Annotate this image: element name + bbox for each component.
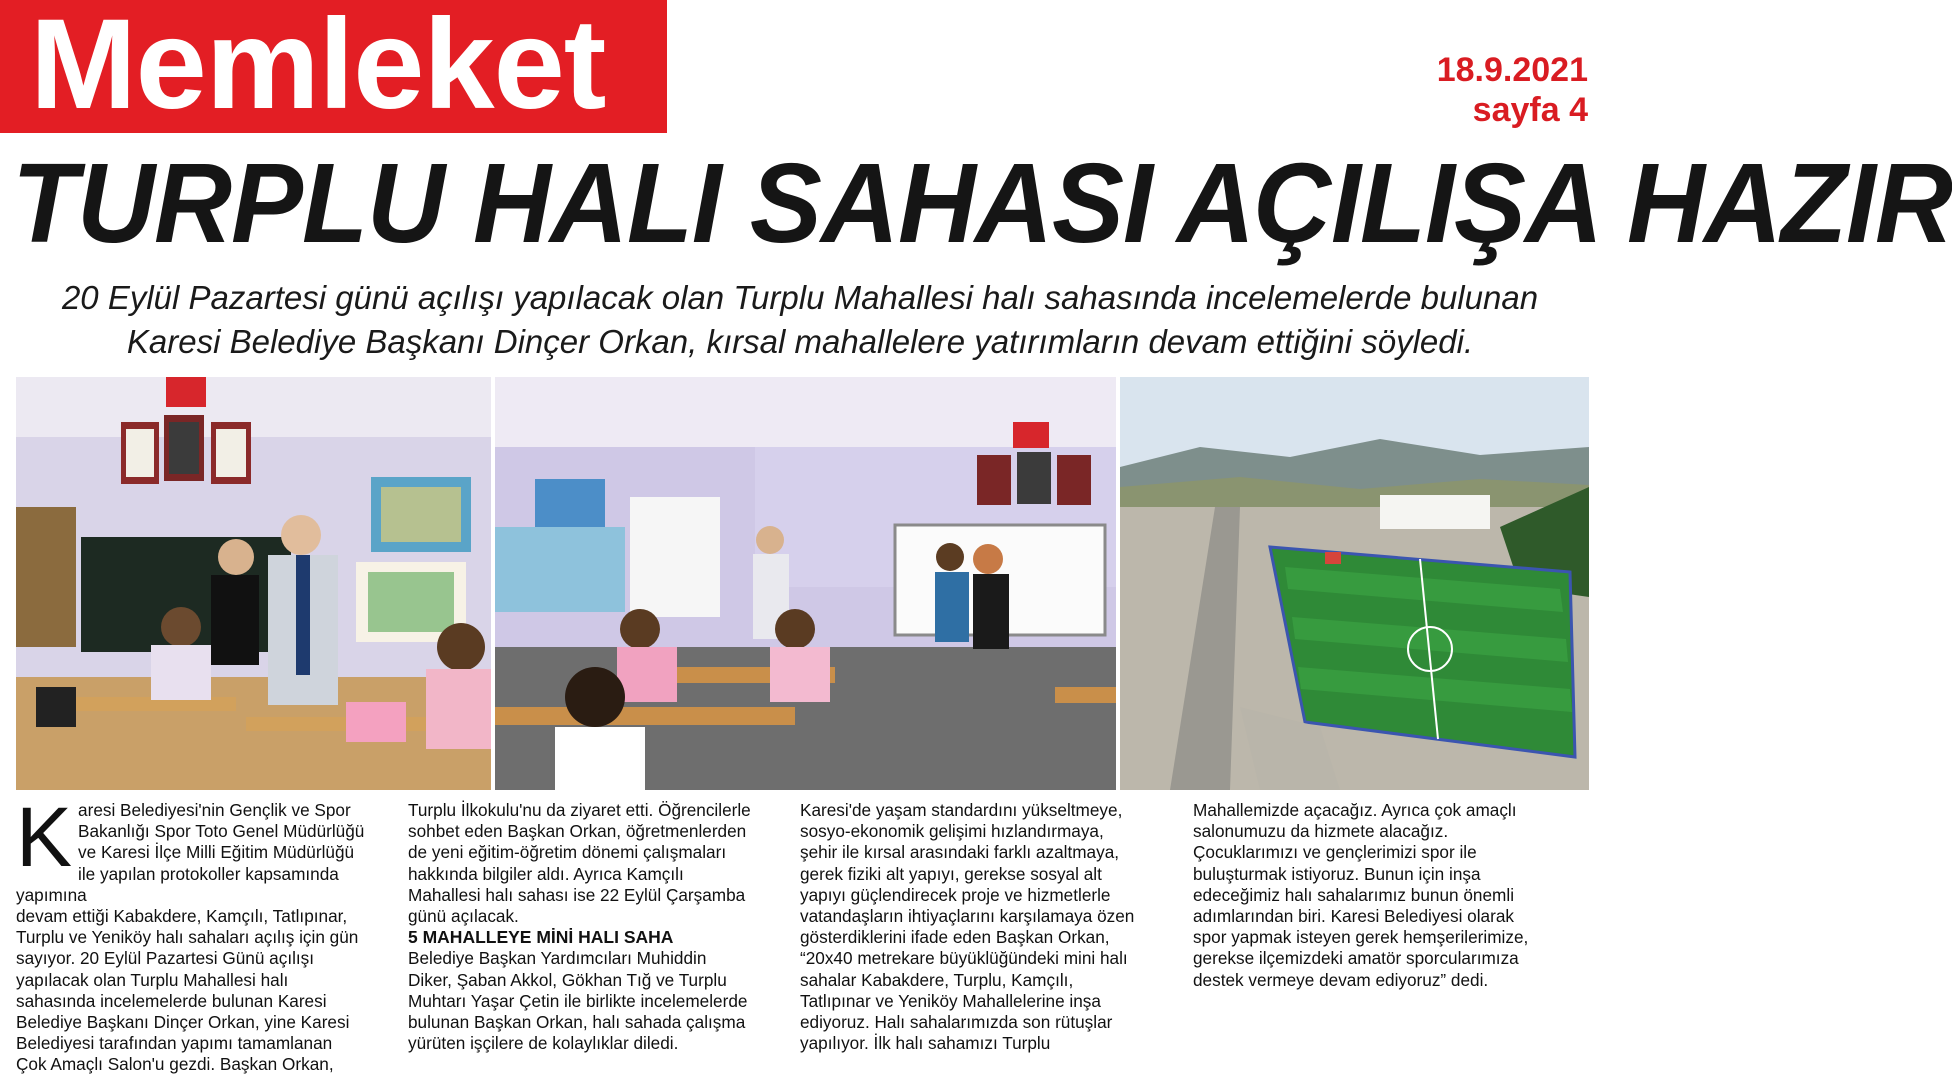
classroom-photo-1 [16,377,491,790]
subhead-line-1: 20 Eylül Pazartesi günü açılışı yapılacak olan Turplu Mahallesi halı sahasında incelemelerde bulunan [61,279,1539,316]
text-line: “20x40 metrekare büyüklüğündeki mini halı [800,948,1128,969]
column-1-text [16,790,392,1076]
text-line: gerek fiziki alt yapıyı, gerekse sosyal alt [800,863,1102,884]
masthead-logo [0,0,667,136]
text-line: yapılıyor. İlk halı sahamızı Turplu [800,1033,1051,1054]
text-line: yapıyı güçlendirecek proje ve hizmetlerle [800,884,1111,905]
text-line: Çok Amaçlı Salon'u gezdi. Başkan Orkan, [16,1054,334,1075]
headline: TURPLU HALI SAHASI AÇILIŞA HAZIR [12,139,1952,267]
article-column-2 [408,800,788,1054]
section-heading: 5 MAHALLEYE MİNİ HALI SAHA [408,927,674,948]
masthead-title: Memleket [30,0,606,136]
column-3-text [800,800,1180,1054]
text-line: bulunan Başkan Orkan, halı sahada çalışma [408,1012,746,1033]
text-line: yürüten işçilere de kolaylıklar diledi. [408,1033,679,1054]
text-line: sohbet eden Başkan Orkan, öğretmenlerden [408,821,747,842]
column-2-text-a [408,800,788,927]
text-line: salonumuzu da hizmete alacağız. [1193,821,1449,842]
text-line: vatandaşların ihtiyaçlarını karşılamaya özen [800,906,1135,927]
text-line: günü açılacak. [408,906,519,927]
classroom-photo-2 [495,377,1116,790]
text-line: gösterdiklerini ifade eden Başkan Orkan, [800,927,1110,948]
subheadline [14,276,1586,364]
text-line: edeceğimiz halı sahalarımız bunun önemli [1193,884,1515,905]
article-column-3 [800,800,1180,1054]
text-line: Bakanlığı Spor Toto Genel Müdürlüğü [78,821,365,842]
text-line: Muhtarı Yaşar Çetin ile birlikte incelemelerde [408,990,748,1011]
text-line: Belediye Başkanı Dinçer Orkan, yine Karesi [16,1012,350,1033]
column-2-text-b [408,948,788,1054]
issue-date: 18.9.2021 [1436,51,1588,89]
text-line: Turplu İlkokulu'nu da ziyaret etti. Öğrencilerle [408,800,751,820]
text-line: Belediye Başkan Yardımcıları Muhiddin [408,948,707,969]
text-line: sayıyor. 20 Eylül Pazartesi Günü açılışı [16,948,315,969]
text-line: de yeni eğitim-öğretim dönemi çalışmaları [408,842,727,863]
dateline [1437,50,1588,130]
text-line: Çocuklarımızı ve gençlerimizi spor ile [1193,842,1477,863]
article-column-1 [16,790,392,1076]
text-line: ile yapılan protokoller kapsamında yapımına [16,863,339,905]
text-line: ediyoruz. Halı sahalarımızda son rütuşlar [800,1012,1113,1033]
text-line: hakkında bilgiler aldı. Ayrıca Kamçılı [408,863,684,884]
article-column-4 [1193,800,1573,991]
text-line: Karesi'de yaşam standardını yükseltmeye, [800,800,1123,820]
text-line: devam ettiği Kabakdere, Kamçılı, Tatlıpınar, [16,906,348,927]
text-line: yapılacak olan Turplu Mahallesi halı [16,969,289,990]
text-line: destek vermeye devam ediyoruz” dedi. [1193,969,1489,990]
text-line: adımlarından biri. Karesi Belediyesi olarak [1193,906,1514,927]
text-line: Turplu ve Yeniköy halı sahaları açılış için gün [16,927,359,948]
text-line: spor yapmak isteyen gerek hemşerilerimize, [1193,927,1529,948]
text-line: şehir ile kırsal arasındaki farklı azaltmaya, [800,842,1120,863]
aerial-field-photo [1120,377,1589,790]
drop-cap: K [16,790,73,884]
text-line: aresi Belediyesi'nin Gençlik ve Spor [78,800,351,820]
text-line: Diker, Şaban Akkol, Gökhan Tığ ve Turplu [408,969,727,990]
text-line: buluşturmak istiyoruz. Bunun için inşa [1193,863,1481,884]
text-line: Tatlıpınar ve Yeniköy Mahallelerine inşa [800,990,1101,1011]
text-line: Mahallesi halı sahası ise 22 Eylül Çarşamba [408,884,746,905]
text-line: ve Karesi İlçe Milli Eğitim Müdürlüğü [78,842,355,863]
text-line: sosyo-ekonomik gelişimi hızlandırmaya, [800,821,1104,842]
text-line: Belediyesi tarafından yapımı tamamlanan [16,1033,333,1054]
column-4-text [1193,800,1573,991]
subhead-line-2: Karesi Belediye Başkanı Dinçer Orkan, kırsal mahallelere yatırımların devam ettiğini söyledi. [126,323,1474,360]
text-line: sahasında incelemelerde bulunan Karesi [16,990,327,1011]
text-line: Mahallemizde açacağız. Ayrıca çok amaçlı [1193,800,1517,820]
text-line: gerekse ilçemizdeki amatör sporcularımıza [1193,948,1519,969]
page-number: sayfa 4 [1472,91,1588,129]
text-line: sahalar Kabakdere, Turplu, Kamçılı, [800,969,1074,990]
